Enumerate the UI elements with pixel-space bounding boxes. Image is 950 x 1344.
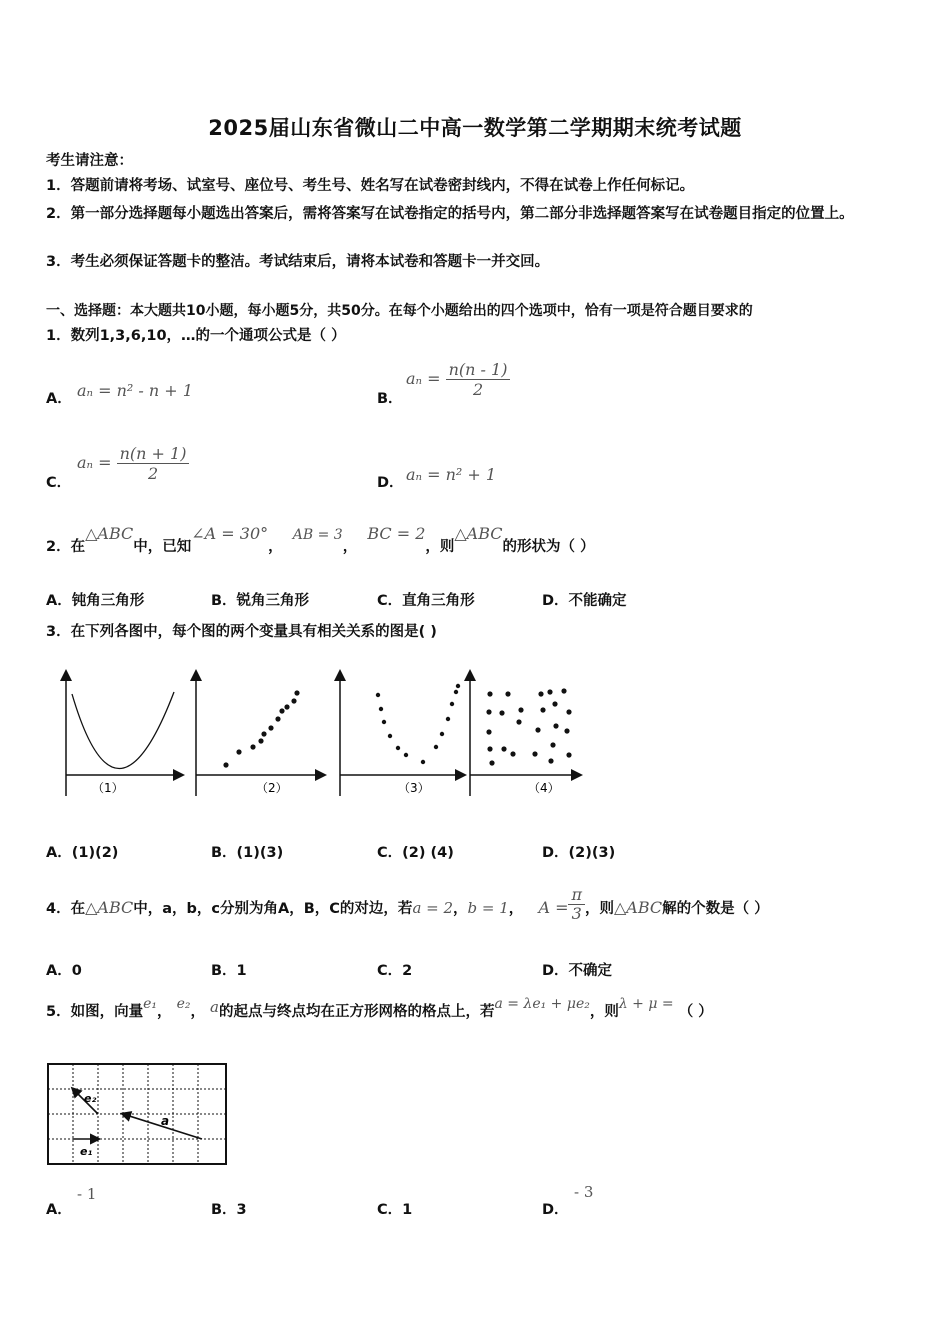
notice-item-3: 3．考生必须保证答题卡的整洁。考试结束后，请将本试卷和答题卡一并交回。 xyxy=(46,254,550,270)
q2-triangle: △ABC xyxy=(454,524,503,543)
q1-b-denominator: 2 xyxy=(472,380,484,399)
q2-option-d: D．不能确定 xyxy=(542,593,627,609)
q3-graph-1-label: （1） xyxy=(92,781,124,795)
q5-option-c: C．1 xyxy=(377,1202,413,1218)
q2-stem xyxy=(46,524,595,565)
q3-option-d: D．(2)(3) xyxy=(542,845,616,861)
q5-vector-e1: e₁ xyxy=(143,996,157,1012)
q1-option-b-formula xyxy=(406,360,510,399)
q5-text: 的起点与终点均在正方形网格的格点上，若 xyxy=(218,1004,495,1020)
q1-c-numerator: n(n + 1) xyxy=(117,444,190,464)
section-heading: 一、选择题：本大题共10小题，每小题5分，共50分。在每个小题给出的四个选项中，恰有一项是符合题目要求的 xyxy=(46,303,753,319)
q3-graph-4 xyxy=(470,672,580,796)
q5-vector-e2: e₂ xyxy=(176,996,191,1012)
q3-option-c: C．(2) (4) xyxy=(377,845,454,861)
q5-text: ，则 xyxy=(589,1004,619,1020)
q4-text: 4．在 xyxy=(46,901,86,917)
q2-option-a: A．钝角三角形 xyxy=(46,593,145,609)
q5-option-b: B．3 xyxy=(211,1202,247,1218)
q3-graphs-figure xyxy=(56,664,586,802)
q5-sum-expression: λ + μ = xyxy=(618,996,674,1012)
q4-triangle: △ABC xyxy=(614,898,663,917)
notice-item-1: 1．答题前请将考场、试室号、座位号、考生号、姓名写在试卷密封线内，不得在试卷上作任何标记。 xyxy=(46,178,695,194)
q5-text: ， xyxy=(157,1004,172,1020)
q5-option-a-value: - 1 xyxy=(77,1185,97,1203)
q4-stem xyxy=(46,885,769,932)
q4-angle-numerator: π xyxy=(568,886,585,905)
q4-text: 中，a，b，c分别为角A，B，C的对边，若 xyxy=(133,901,413,917)
q4-text: ， xyxy=(453,901,468,917)
q5-fig-label-e2: e₂ xyxy=(84,1092,97,1105)
q5-vector-a: a xyxy=(210,998,219,1016)
page-title: 2025届山东省微山二中高一数学第二学期期末统考试题 xyxy=(208,116,742,140)
q5-grid-figure xyxy=(44,1060,230,1168)
q3-graph-3 xyxy=(340,672,464,796)
q2-option-c: C．直角三角形 xyxy=(377,593,475,609)
q3-graph-4-points xyxy=(486,688,571,765)
q5-text: （ ） xyxy=(678,1004,713,1020)
q1-c-lhs: aₙ = xyxy=(77,453,112,472)
q4-side-b: b = 1 xyxy=(467,899,509,917)
q5-option-d-label: D． xyxy=(542,1202,569,1218)
q2-bc-condition: BC = 2 xyxy=(367,524,426,543)
q2-text: ，则 xyxy=(425,539,455,555)
q5-option-a-label: A． xyxy=(46,1202,72,1218)
q5-stem xyxy=(46,993,713,1030)
q5-option-d-value: - 3 xyxy=(574,1183,594,1201)
q5-fig-label-e1: e₁ xyxy=(80,1145,93,1158)
q1-b-numerator: n(n - 1) xyxy=(446,360,511,380)
q4-side-a: a = 2 xyxy=(412,899,454,917)
q4-angle-denominator: 3 xyxy=(571,904,582,923)
q3-option-b: B．(1)(3) xyxy=(211,845,284,861)
q3-graph-3-points xyxy=(376,684,460,764)
q1-option-a-label: A． xyxy=(46,391,72,407)
q4-option-a: A．0 xyxy=(46,963,82,979)
q2-text: 中，已知 xyxy=(133,539,192,555)
q2-text: 2．在 xyxy=(46,539,86,555)
q2-option-b: B．锐角三角形 xyxy=(211,593,310,609)
q2-ab-condition: AB = 3 xyxy=(292,527,343,543)
q2-triangle: △ABC xyxy=(85,524,134,543)
q2-text: ， xyxy=(342,539,358,555)
q4-angle-lhs: A = xyxy=(538,898,569,917)
q3-stem: 3．在下列各图中，每个图的两个变量具有相关关系的图是( ) xyxy=(46,624,437,640)
q3-graph-2-points xyxy=(223,690,299,767)
q1-option-a-formula: aₙ = n² - n + 1 xyxy=(77,381,193,400)
q3-graph-2 xyxy=(196,672,324,796)
q4-triangle: △ABC xyxy=(85,898,134,917)
q5-equation: a = λe₁ + μe₂ xyxy=(494,996,590,1012)
q3-option-a: A．(1)(2) xyxy=(46,845,119,861)
q1-option-c-label: C． xyxy=(46,475,72,491)
q1-option-b-label: B． xyxy=(377,391,403,407)
q1-option-d-formula: aₙ = n² + 1 xyxy=(406,465,497,484)
q1-c-denominator: 2 xyxy=(147,464,159,483)
q2-text: 的形状为（ ） xyxy=(502,539,595,555)
q4-option-c: C．2 xyxy=(377,963,413,979)
q1-option-c-formula xyxy=(77,444,189,483)
q4-text: ，则 xyxy=(585,901,614,917)
q2-angle-condition: ∠A = 30° xyxy=(191,524,269,543)
q3-graph-2-label: （2） xyxy=(256,781,288,795)
q4-option-b: B．1 xyxy=(211,963,247,979)
q1-stem: 1．数列1,3,6,10，…的一个通项公式是（ ） xyxy=(46,328,346,344)
q1-option-d-label: D． xyxy=(377,475,404,491)
q1-b-lhs: aₙ = xyxy=(406,369,441,388)
q5-text: 5．如图，向量 xyxy=(46,1004,144,1020)
q4-angle-a xyxy=(538,885,585,923)
q4-text: 解的个数是（ ） xyxy=(662,901,769,917)
notice-item-2: 2．第一部分选择题每小题选出答案后，需将答案写在试卷指定的括号内，第二部分非选择题答案写在试卷题目指定的位置上。 xyxy=(46,206,854,222)
q3-graph-4-label: （4） xyxy=(528,781,560,795)
notice-heading: 考生请注意： xyxy=(46,153,133,169)
q3-graph-1 xyxy=(66,672,182,796)
q4-option-d: D．不确定 xyxy=(542,963,613,979)
q5-grid-lines xyxy=(48,1064,226,1164)
q3-graph-3-label: （3） xyxy=(398,781,430,795)
q5-text: ， xyxy=(190,1004,205,1020)
parabola-curve xyxy=(72,692,174,769)
q4-text: ， xyxy=(508,901,524,917)
q5-fig-label-a: a xyxy=(161,1114,170,1128)
q2-text: ， xyxy=(268,539,283,555)
